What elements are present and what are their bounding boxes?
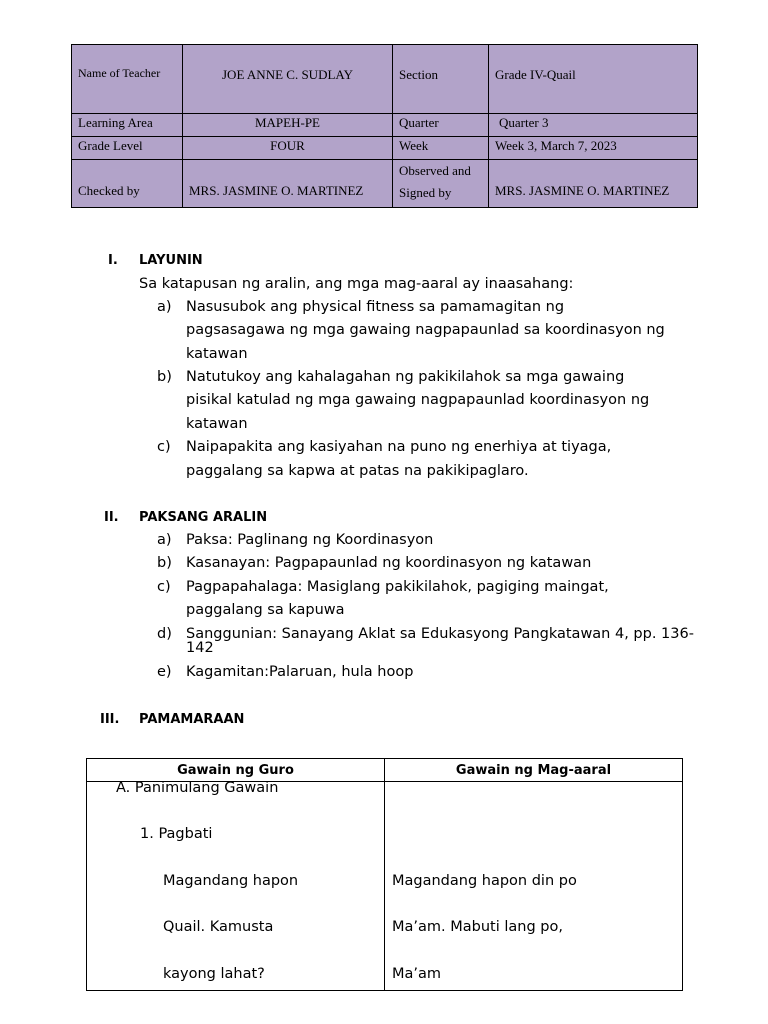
objective-a-line-1: Nasusubok ang physical fitness sa pamamagitan ng	[186, 299, 565, 315]
student-line-2: Ma’am. Mabuti lang po,	[392, 919, 563, 935]
teacher-value: JOE ANNE C. SUDLAY	[183, 45, 393, 114]
section-1-number: I.	[108, 253, 118, 268]
subject-e-text: Kagamitan:Palaruan, hula hoop	[186, 664, 414, 680]
teacher-activity-header: Gawain ng Guro	[87, 759, 385, 782]
student-activity-cell	[385, 782, 683, 991]
subject-a-text: Paksa: Paglinang ng Koordinasyon	[186, 532, 434, 548]
objective-a-letter: a)	[157, 299, 172, 315]
subject-b-text: Kasanayan: Pagpapaunlad ng koordinasyon ng katawan	[186, 555, 592, 571]
objective-c-line-2: paggalang sa kapwa at patas na pakikipaglaro.	[186, 463, 529, 479]
objective-a-line-3: katawan	[186, 346, 248, 362]
teacher-line-1: A. Panimulang Gawain	[116, 780, 279, 796]
lesson-info-table	[71, 44, 698, 208]
subject-c-line-1: Pagpapahalaga: Masiglang pakikilahok, pagiging maingat,	[186, 579, 609, 595]
checked-by-value: MRS. JASMINE O. MARTINEZ	[183, 160, 393, 208]
grade-level-value: FOUR	[183, 137, 393, 160]
learning-area-label: Learning Area	[72, 114, 183, 137]
section-label: Section	[393, 45, 489, 114]
teacher-line-3: Magandang hapon	[163, 873, 299, 889]
section-1-intro: Sa katapusan ng aralin, ang mga mag-aaral ay inaasahang:	[139, 276, 574, 292]
subject-d-letter: d)	[157, 626, 172, 642]
subject-c-line-2: paggalang sa kapuwa	[186, 602, 345, 618]
teacher-line-2: 1. Pagbati	[140, 826, 213, 842]
objective-b-letter: b)	[157, 369, 172, 385]
week-label: Week	[393, 137, 489, 160]
section-2-number: II.	[104, 510, 119, 525]
objective-a-line-2: pagsasagawa ng mga gawaing nagpapaunlad sa koordinasyon ng	[186, 322, 665, 338]
checked-by-label: Checked by	[72, 160, 183, 208]
student-activity-header: Gawain ng Mag-aaral	[385, 759, 683, 782]
teacher-label: Name of Teacher	[72, 45, 183, 114]
section-value: Grade IV-Quail	[489, 45, 698, 114]
objective-c-letter: c)	[157, 439, 171, 455]
section-1-title: LAYUNIN	[139, 253, 203, 268]
teacher-activity-cell	[87, 782, 385, 991]
week-value: Week 3, March 7, 2023	[489, 137, 698, 160]
teacher-line-5: kayong lahat?	[163, 966, 265, 982]
subject-c-letter: c)	[157, 579, 171, 595]
section-2-title: PAKSANG ARALIN	[139, 510, 268, 525]
subject-e-letter: e)	[157, 664, 172, 680]
objective-c-line-1: Naipapakita ang kasiyahan na puno ng enerhiya at tiyaga,	[186, 439, 612, 455]
observed-signed-value: MRS. JASMINE O. MARTINEZ	[489, 160, 698, 208]
quarter-value: Quarter 3	[489, 114, 698, 137]
student-line-1: Magandang hapon din po	[392, 873, 577, 889]
subject-d-line-1: Sanggunian: Sanayang Aklat sa Edukasyong Pangkatawan 4, pp. 136-	[186, 626, 694, 642]
section-3-number: III.	[100, 712, 120, 727]
subject-b-letter: b)	[157, 555, 172, 571]
grade-level-label: Grade Level	[72, 137, 183, 160]
objective-b-line-2: pisikal katulad ng mga gawaing nagpapaunlad koordinasyon ng	[186, 392, 650, 408]
section-3-title: PAMAMARAAN	[139, 712, 245, 727]
teacher-line-4: Quail. Kamusta	[163, 919, 274, 935]
observed-signed-label: Observed and Signed by	[393, 160, 489, 208]
procedure-table	[86, 758, 683, 991]
learning-area-value: MAPEH-PE	[183, 114, 393, 137]
subject-d-line-2: 142	[186, 640, 214, 656]
objective-b-line-1: Natutukoy ang kahalagahan ng pakikilahok sa mga gawaing	[186, 369, 625, 385]
quarter-label: Quarter	[393, 114, 489, 137]
student-line-3: Ma’am	[392, 966, 442, 982]
subject-a-letter: a)	[157, 532, 172, 548]
objective-b-line-3: katawan	[186, 416, 248, 432]
